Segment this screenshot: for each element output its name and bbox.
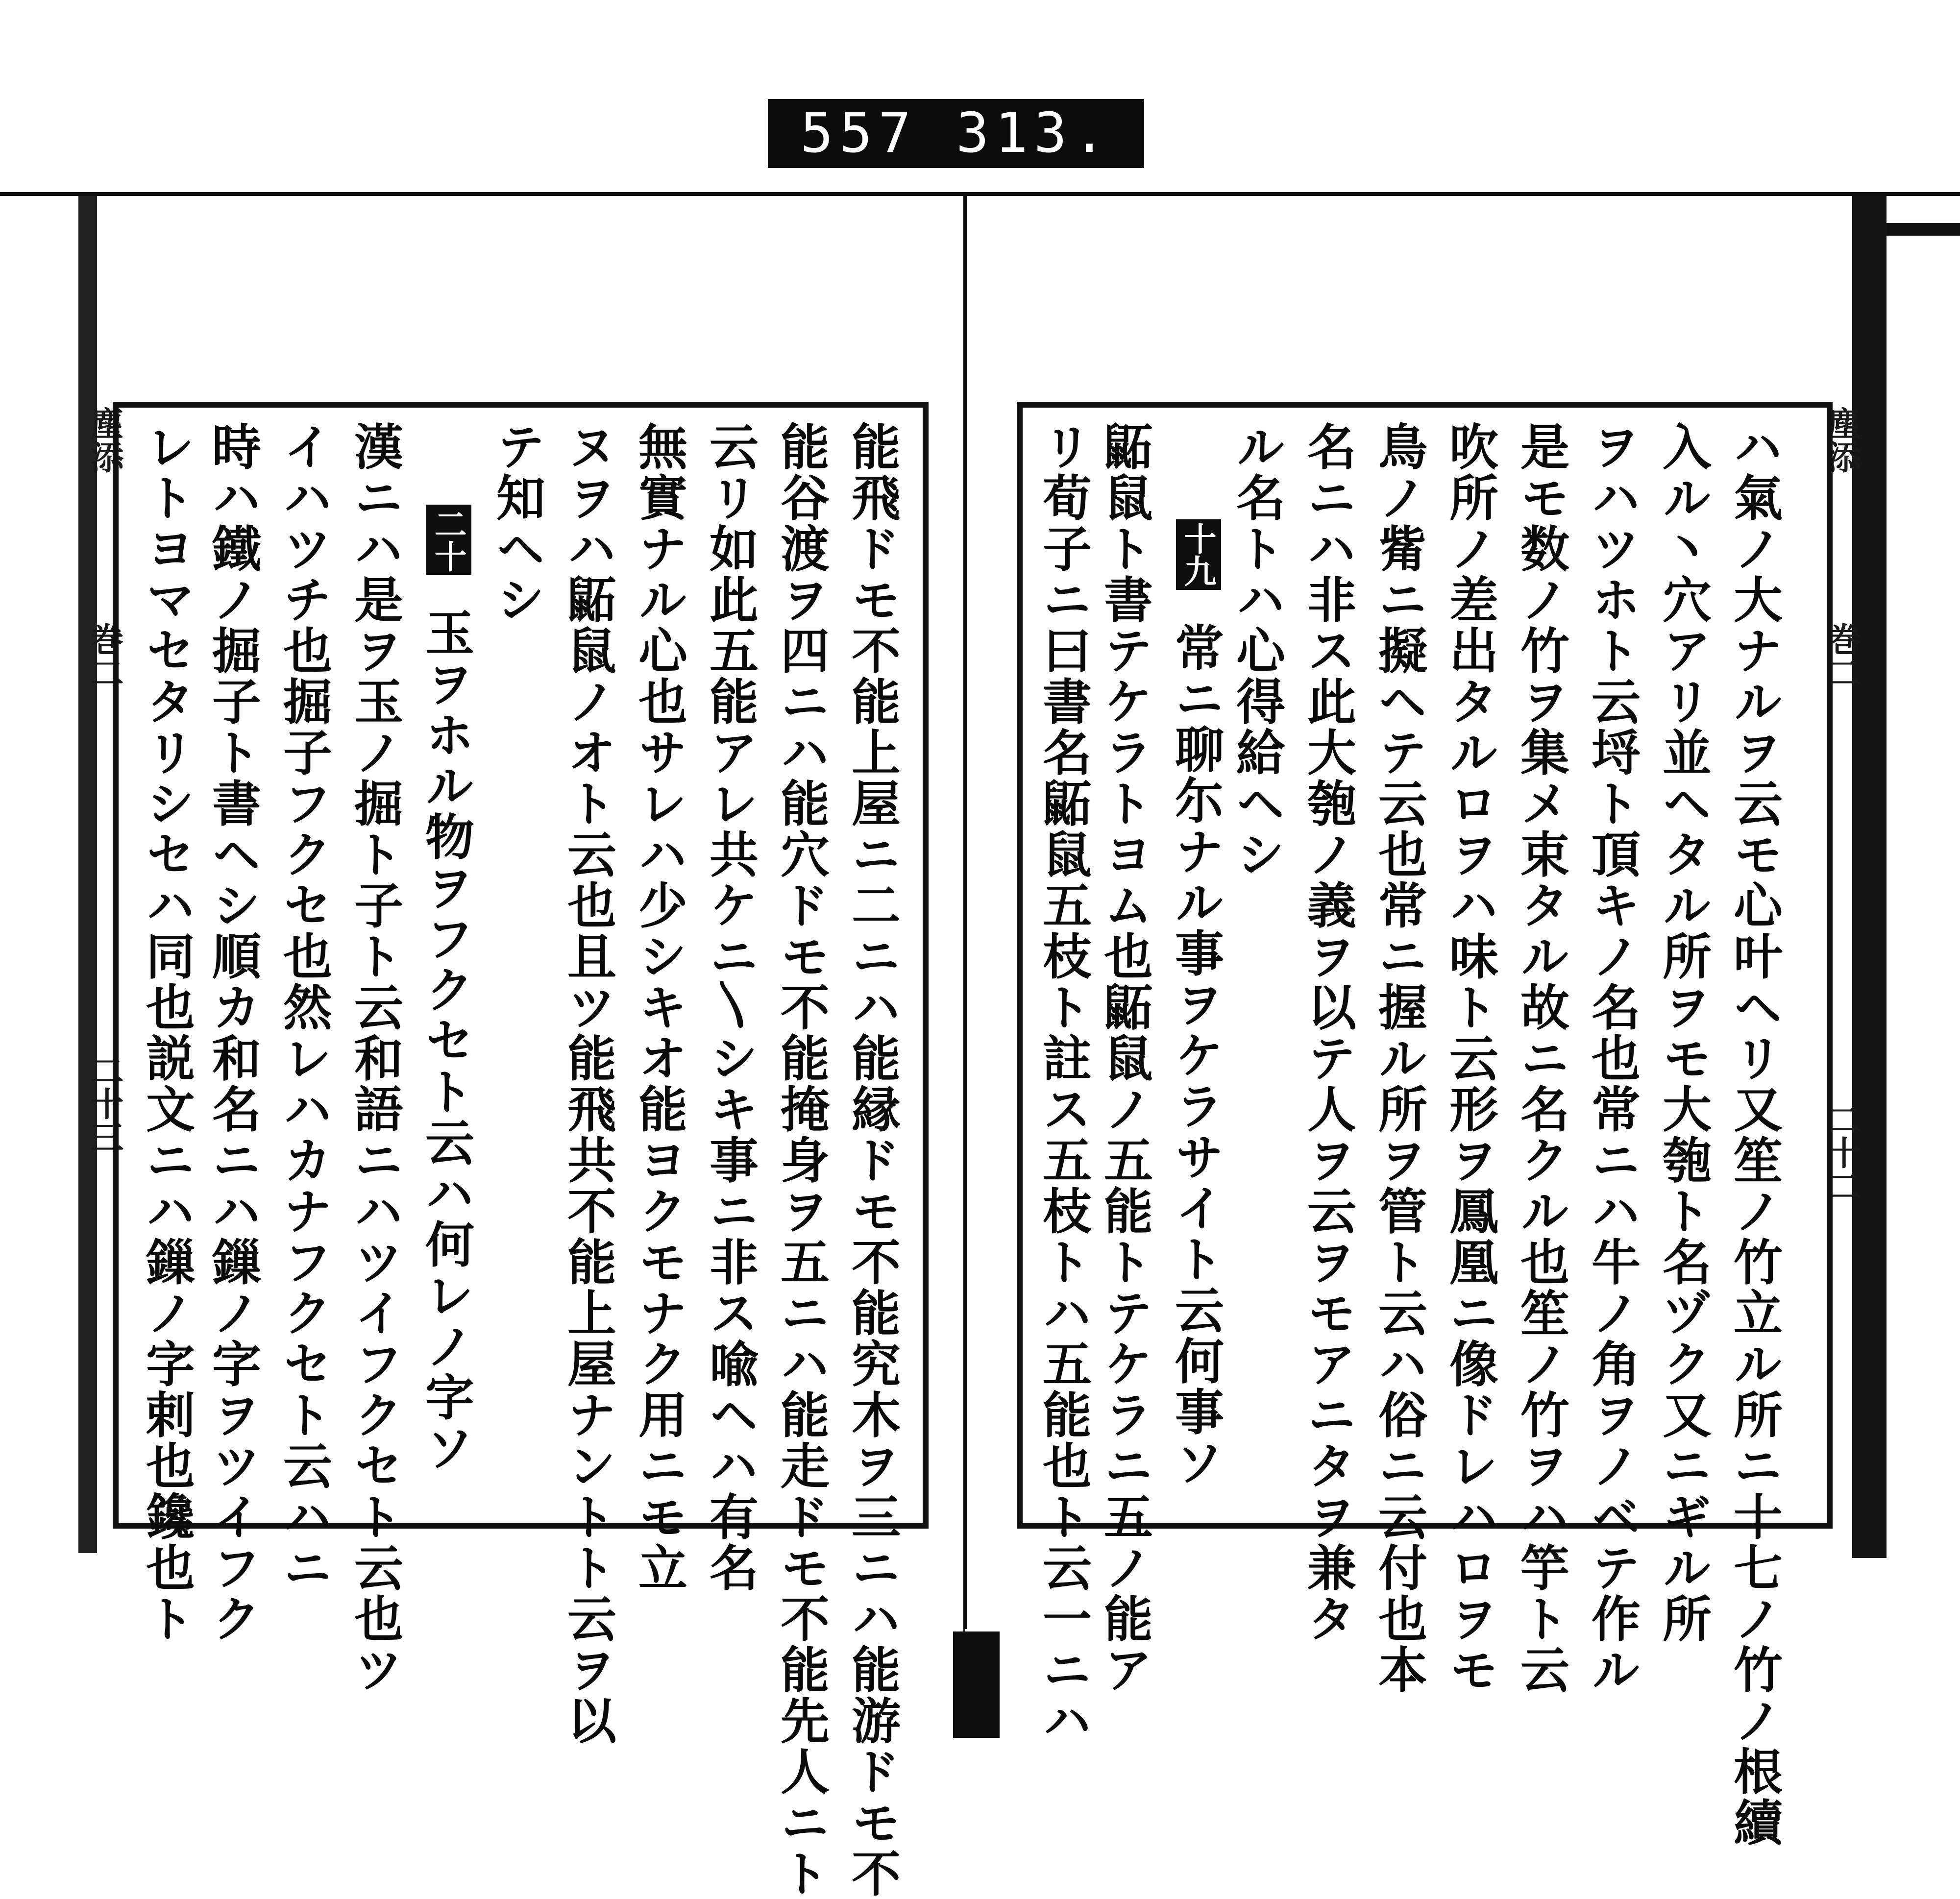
left-text-column: 時ハ鐵ノ掘子ト書ヘシ順カ和名ニハ鏁ノ字ヲツイフク — [204, 421, 262, 1644]
right-edge-volume: 巻二 — [1822, 622, 1861, 689]
left-section-mark: 二十 — [426, 505, 471, 575]
left-text-column: 漢ニハ是ヲ玉ノ掘ト子ト云和語ニハツイフクセト云也ツ — [346, 421, 404, 1695]
right-text-column: 鳥ノ觜ニ擬ヘテ云也常ニ握ル所ヲ管ト云ハ俗ニ云付也本 — [1370, 421, 1428, 1695]
right-text-column: 吹所ノ差出タルロヲハ味ト云形ヲ鳳凰ニ像ドレハロヲモ — [1441, 421, 1499, 1695]
right-text-column: リ荀子ニ曰書名鼫鼠五枝ト註ス五枝トハ五能也ト云一ニハ — [1034, 421, 1092, 1746]
book-spine — [963, 196, 967, 1629]
binding-clip — [953, 1631, 1000, 1738]
right-text-column: 鼫鼠ト書テケラトヨム也鼫鼠ノ五能トテケラニ五ノ能ア — [1096, 421, 1153, 1695]
left-text-column: 無實ナル心也サレハ少シキオ能ヨクモナク用ニモ立 — [630, 421, 688, 1593]
right-text-column: 常ニ聊尓ナル事ヲケラサイト云何事ソ — [1167, 622, 1225, 1488]
catalog-label: 557 313. — [768, 99, 1144, 168]
right-text-column: 名ニハ非ス此大匏ノ義ヲ以テ人ヲ云ヲモアニタヲ兼タ — [1299, 421, 1357, 1644]
left-text-column: 云リ如此五能アレ共ケニ〵シキ事ニ非ス喩ヘハ有名 — [701, 421, 759, 1593]
left-text-column: イハツチ也掘子フクセ也然レハカナフクセト云ハニ — [275, 421, 333, 1593]
right-text-column: ハ氣ノ大ナルヲ云モ心叶ヘリ又笙ノ竹立ル所ニ十七ノ竹ノ根續 — [1725, 421, 1783, 1848]
left-edge-title: 塵添 — [85, 407, 124, 473]
left-text-column: レトヨマセタリシセハ同也説文ニハ鏁ノ字剌也鑱也ト — [138, 421, 196, 1644]
left-text-column: 玉ヲホル物ヲフクセト云ハ何レノ字ソ — [417, 608, 475, 1474]
right-edge-bar — [1886, 223, 1960, 236]
right-edge-title: 塵添 — [1822, 407, 1861, 473]
right-text-column: ル名トハ心得給ヘシ — [1228, 421, 1286, 880]
right-text-column: 入ル丶穴アリ並ヘタル所ヲモ大匏ト名ヅク又ニギル所 — [1654, 421, 1712, 1644]
page-top-edge — [0, 192, 1960, 196]
left-edge-folio: 二十三 — [85, 1053, 124, 1153]
right-edge-folio: 二十二 — [1822, 1102, 1861, 1202]
left-edge-volume: 巻二 — [85, 622, 124, 689]
left-book-edge — [78, 196, 97, 1553]
right-text-column: ヲハツホト云埒ト頂キノ名也常ニハ牛ノ角ヲノベテ作ル — [1583, 421, 1641, 1695]
left-text-column: 能飛ドモ不能上屋ニ二ニハ能縁ドモ不能究木ヲ三ニハ能游ドモ不 — [843, 421, 901, 1899]
right-book-edge — [1852, 196, 1886, 1558]
left-text-column: ヌヲハ鼫鼠ノオト云也且ツ能飛共不能上屋ナントト云ヲ以 — [559, 421, 617, 1746]
right-text-column: 是モ数ノ竹ヲ集メ束タル故ニ名クル也笙ノ竹ヲハ竽ト云 — [1512, 421, 1570, 1695]
right-section-mark: 十九 — [1176, 519, 1221, 590]
left-text-column: 能谷渡ヲ四ニハ能穴ドモ不能掩身ヲ五ニハ能走ドモ不能先人ニト — [772, 421, 830, 1899]
left-text-column: テ知ヘシ — [488, 421, 546, 625]
